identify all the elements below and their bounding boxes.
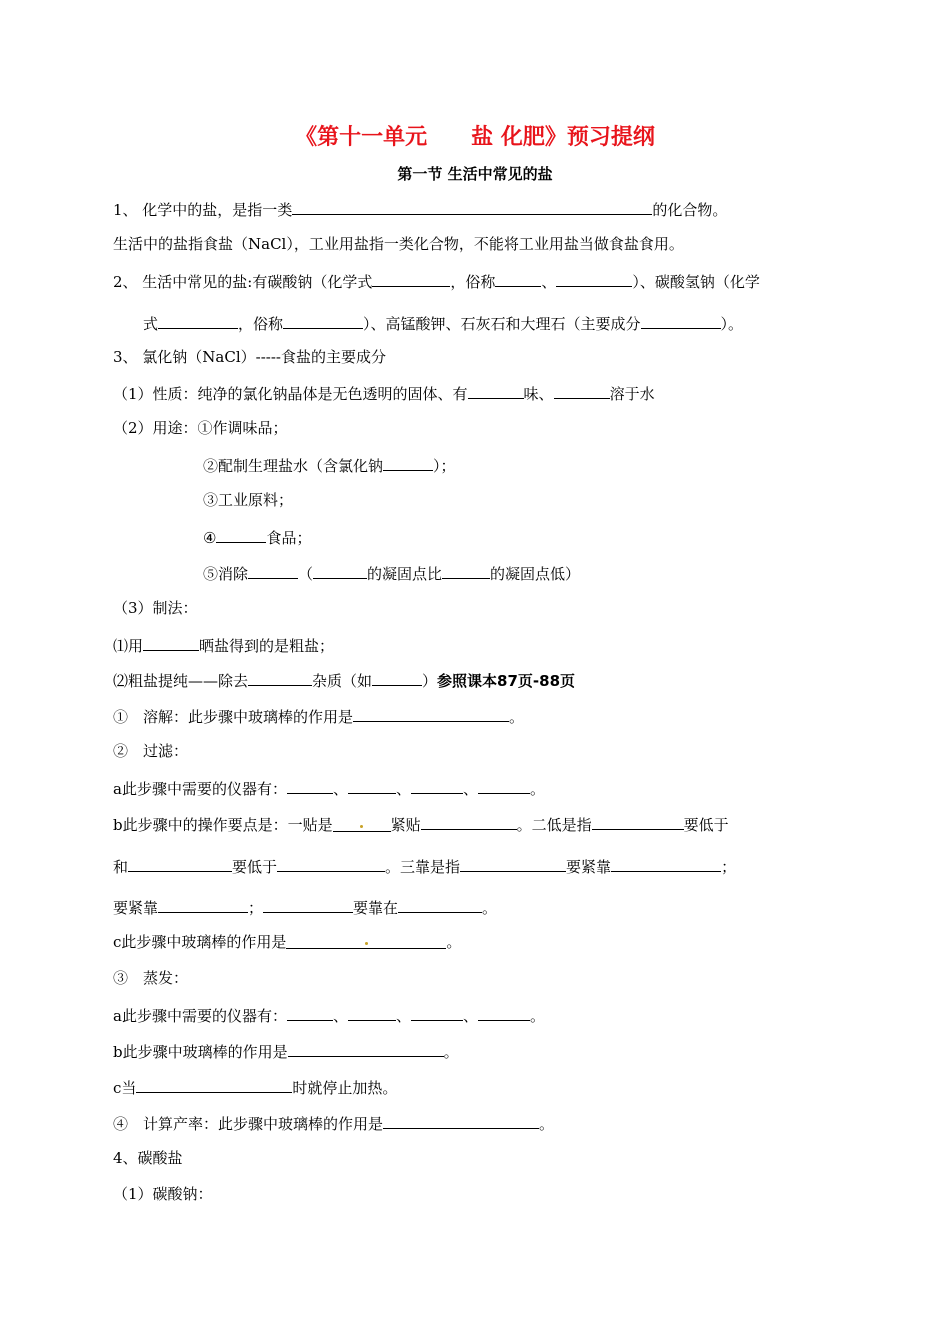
blank[interactable] [136, 1076, 292, 1093]
blank[interactable] [641, 312, 721, 329]
blank[interactable] [468, 382, 524, 399]
nacl-use-3: ③工业原料； [203, 491, 294, 509]
blank[interactable] [287, 777, 333, 794]
nacl-method-heading: （3）制法： [113, 599, 198, 617]
question-1: 1、 化学中的盐，是指一类 的化合物。 [113, 198, 727, 220]
nacl-use-5: ⑤消除 （ 的凝固点比 的凝固点低） [203, 562, 580, 584]
blank[interactable] [478, 777, 530, 794]
blank[interactable] [216, 526, 266, 543]
blank[interactable] [411, 777, 463, 794]
note-salt: 生活中的盐指食盐（NaCl），工业用盐指一类化合物，不能将工业用盐当做食盐食用。 [113, 235, 684, 253]
blank[interactable] [372, 669, 422, 686]
blank[interactable] [158, 896, 248, 913]
blank[interactable] [592, 813, 684, 830]
blank[interactable] [143, 634, 199, 651]
blank[interactable] [348, 1004, 396, 1021]
blank[interactable] [411, 1004, 463, 1021]
blank[interactable] [248, 669, 312, 686]
step-evaporate-heading: ③ 蒸发： [113, 969, 189, 987]
blank[interactable] [286, 932, 446, 949]
blank[interactable] [292, 198, 652, 215]
evaporate-stop-heating: c当 时就停止加热。 [113, 1076, 397, 1098]
blank[interactable] [383, 1112, 539, 1129]
question-2-line-1: 2、 生活中常见的盐:有碳酸钠（化学式 ，俗称 、 ）、碳酸氢钠（化学 [113, 270, 760, 292]
step-dissolve: ① 溶解：此步骤中玻璃棒的作用是 。 [113, 705, 524, 727]
nacl-use-2: ②配制生理盐水（含氯化钠 ）； [203, 454, 456, 476]
step-yield: ④ 计算产率：此步骤中玻璃棒的作用是 。 [113, 1112, 554, 1134]
blank[interactable] [248, 562, 298, 579]
blank[interactable] [556, 270, 632, 287]
blank[interactable] [333, 815, 391, 832]
document-title: 《第十一单元 盐 化肥》预习提纲 [295, 125, 655, 150]
blank[interactable] [478, 1004, 530, 1021]
question-3-heading: 3、 氯化钠（NaCl）-----食盐的主要成分 [113, 348, 386, 366]
blank[interactable] [421, 813, 517, 830]
blank[interactable] [348, 777, 396, 794]
blank[interactable] [263, 896, 353, 913]
evaporate-rod-purpose: b此步骤中玻璃棒的作用是 。 [113, 1040, 459, 1062]
filter-points-line-2: 和 要低于 。三靠是指 要紧靠 ； [113, 855, 736, 877]
question-2-line-2: 式 ，俗称 ）、高锰酸钾、石灰石和大理石（主要成分 ）。 [143, 312, 743, 334]
blank[interactable] [288, 1040, 444, 1057]
filter-instruments: a此步骤中需要的仪器有： 、 、 、 。 [113, 777, 545, 799]
blank[interactable] [353, 705, 509, 722]
blank[interactable] [283, 312, 363, 329]
textbook-reference: 参照课本87页-88页 [437, 672, 576, 690]
question-4-heading: 4、碳酸盐 [113, 1149, 183, 1167]
blank[interactable] [442, 562, 490, 579]
blank[interactable] [554, 382, 610, 399]
evaporate-instruments: a此步骤中需要的仪器有： 、 、 、 。 [113, 1004, 545, 1026]
sodium-carbonate-heading: （1）碳酸钠： [113, 1185, 213, 1203]
blank[interactable] [611, 855, 721, 872]
blank[interactable] [277, 855, 385, 872]
blank[interactable] [313, 562, 367, 579]
filter-points-line-3: 要紧靠 ； 要靠在 。 [113, 896, 497, 918]
blank[interactable] [383, 454, 433, 471]
method-2: ⑵粗盐提纯——除去 杂质（如 ）参照课本87页-88页 [113, 669, 575, 691]
filter-points-line-1: b此步骤中的操作要点是：一贴是 紧贴 。二低是指 要低于 [113, 813, 729, 835]
section-title: 第一节 生活中常见的盐 [397, 165, 553, 183]
method-1: ⑴用 晒盐得到的是粗盐； [113, 634, 334, 656]
blank[interactable] [372, 270, 450, 287]
blank[interactable] [287, 1004, 333, 1021]
blank[interactable] [158, 312, 238, 329]
filter-rod-purpose: c此步骤中玻璃棒的作用是 。 [113, 933, 462, 951]
nacl-property: （1）性质：纯净的氯化钠晶体是无色透明的固体、有 味、 溶于水 [113, 382, 655, 404]
blank[interactable] [398, 896, 482, 913]
blank[interactable] [128, 855, 232, 872]
blank[interactable] [495, 270, 541, 287]
nacl-use-heading: （2）用途：①作调味品； [113, 419, 288, 437]
blank[interactable] [460, 855, 566, 872]
nacl-use-4: ④ 食品； [203, 526, 311, 548]
step-filter-heading: ② 过滤： [113, 742, 189, 760]
